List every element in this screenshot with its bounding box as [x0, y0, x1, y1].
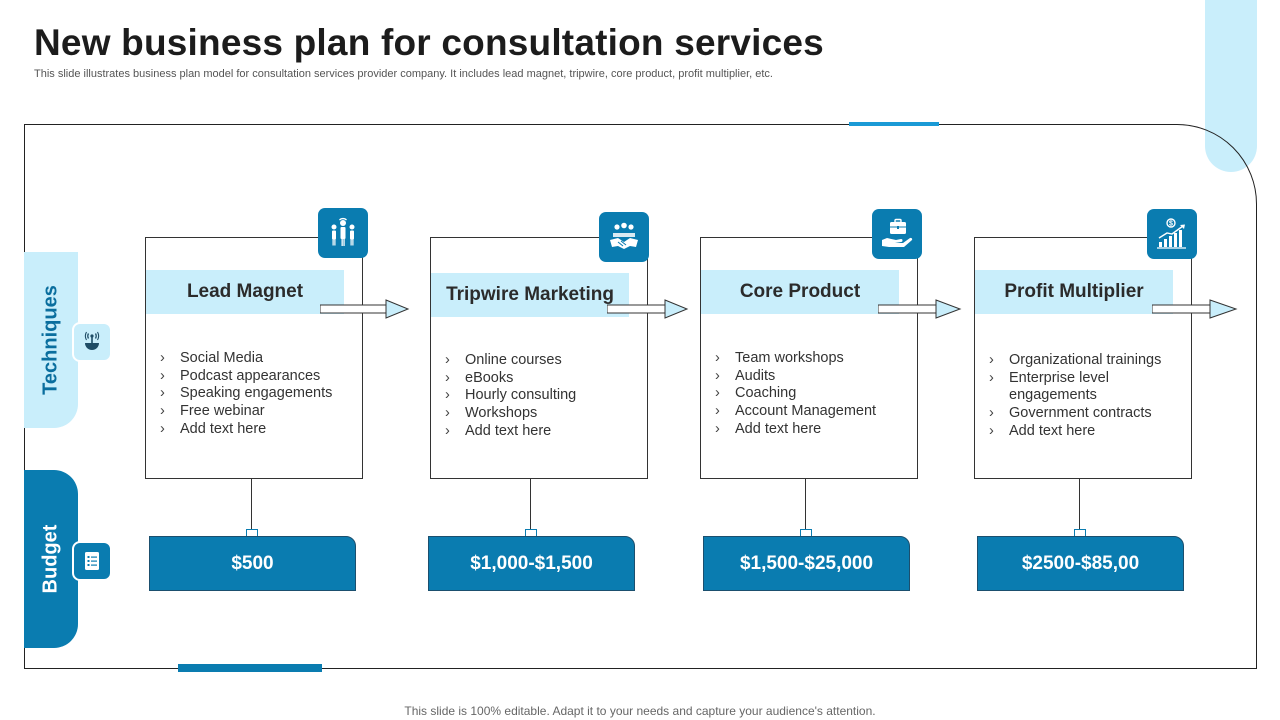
- list-item: › Audits: [715, 368, 876, 386]
- budget-box: $500: [149, 536, 356, 591]
- page-subtitle: This slide illustrates business plan model for consultation services provider company. It includes lead magnet, tripwire, core product, profit multiplier, etc.: [34, 68, 773, 80]
- list-item: › Hourly consulting: [445, 387, 576, 405]
- techniques-row-label: [24, 252, 78, 428]
- page-title: New business plan for consultation services: [34, 22, 824, 63]
- growth-chart-icon: [1147, 209, 1197, 259]
- flow-arrow: [878, 298, 964, 320]
- list-item: › Add text here: [445, 423, 576, 441]
- briefcase-hand-icon: [872, 209, 922, 259]
- list-item: › Team workshops: [715, 350, 876, 368]
- stage-title: Lead Magnet: [146, 270, 344, 314]
- stage-title: Tripwire Marketing: [431, 273, 629, 317]
- handshake-icon: [599, 212, 649, 262]
- budget-box: $1,500-$25,000: [703, 536, 910, 591]
- list-item: › Add text here: [989, 423, 1169, 441]
- budget-connector: [1079, 479, 1080, 535]
- accent-line-top: [849, 122, 939, 126]
- stage-card-core-product: [700, 237, 918, 479]
- stage-card-tripwire-marketing: [430, 237, 648, 479]
- list-item: › Account Management: [715, 403, 876, 421]
- budget-box: $1,000-$1,500: [428, 536, 635, 591]
- stage-card-profit-multiplier: [974, 237, 1192, 479]
- svg-text:$: $: [1169, 220, 1173, 228]
- budget-row-label: [24, 470, 78, 648]
- flow-arrow: [320, 298, 412, 320]
- stage-items: [989, 352, 1169, 441]
- stage-title: Profit Multiplier: [975, 270, 1173, 314]
- footer-note: This slide is 100% editable. Adapt it to your needs and capture your audience's attention.: [404, 704, 876, 718]
- list-item: › Workshops: [445, 405, 576, 423]
- list-item: › Add text here: [715, 421, 876, 439]
- list-item: › Coaching: [715, 385, 876, 403]
- list-item: › Organizational trainings: [989, 352, 1169, 370]
- budget-connector: [251, 479, 252, 535]
- stage-items: [445, 352, 576, 441]
- flow-arrow: [607, 298, 689, 320]
- budget-box: $2500-$85,00: [977, 536, 1184, 591]
- stage-items: [715, 350, 876, 439]
- stage-items: [160, 350, 332, 439]
- techniques-label: Techniques: [39, 285, 62, 395]
- list-item: › Speaking engagements: [160, 385, 332, 403]
- list-item: › eBooks: [445, 370, 576, 388]
- stage-title: Core Product: [701, 270, 899, 314]
- list-item: › Free webinar: [160, 403, 332, 421]
- broadcast-globe-icon: [72, 322, 112, 362]
- list-item: › Government contracts: [989, 405, 1169, 423]
- document-list-icon: [72, 541, 112, 581]
- budget-connector: [530, 479, 531, 535]
- budget-label: Budget: [39, 524, 62, 594]
- stage-card-lead-magnet: [145, 237, 363, 479]
- list-item: › Online courses: [445, 352, 576, 370]
- budget-connector: [805, 479, 806, 535]
- flow-arrow: [1152, 298, 1240, 320]
- team-icon: [318, 208, 368, 258]
- accent-line-bottom: [178, 664, 322, 672]
- list-item: › Add text here: [160, 421, 332, 439]
- list-item: › Social Media: [160, 350, 332, 368]
- list-item: › Podcast appearances: [160, 368, 332, 386]
- list-item: › Enterprise level engagements: [989, 370, 1169, 405]
